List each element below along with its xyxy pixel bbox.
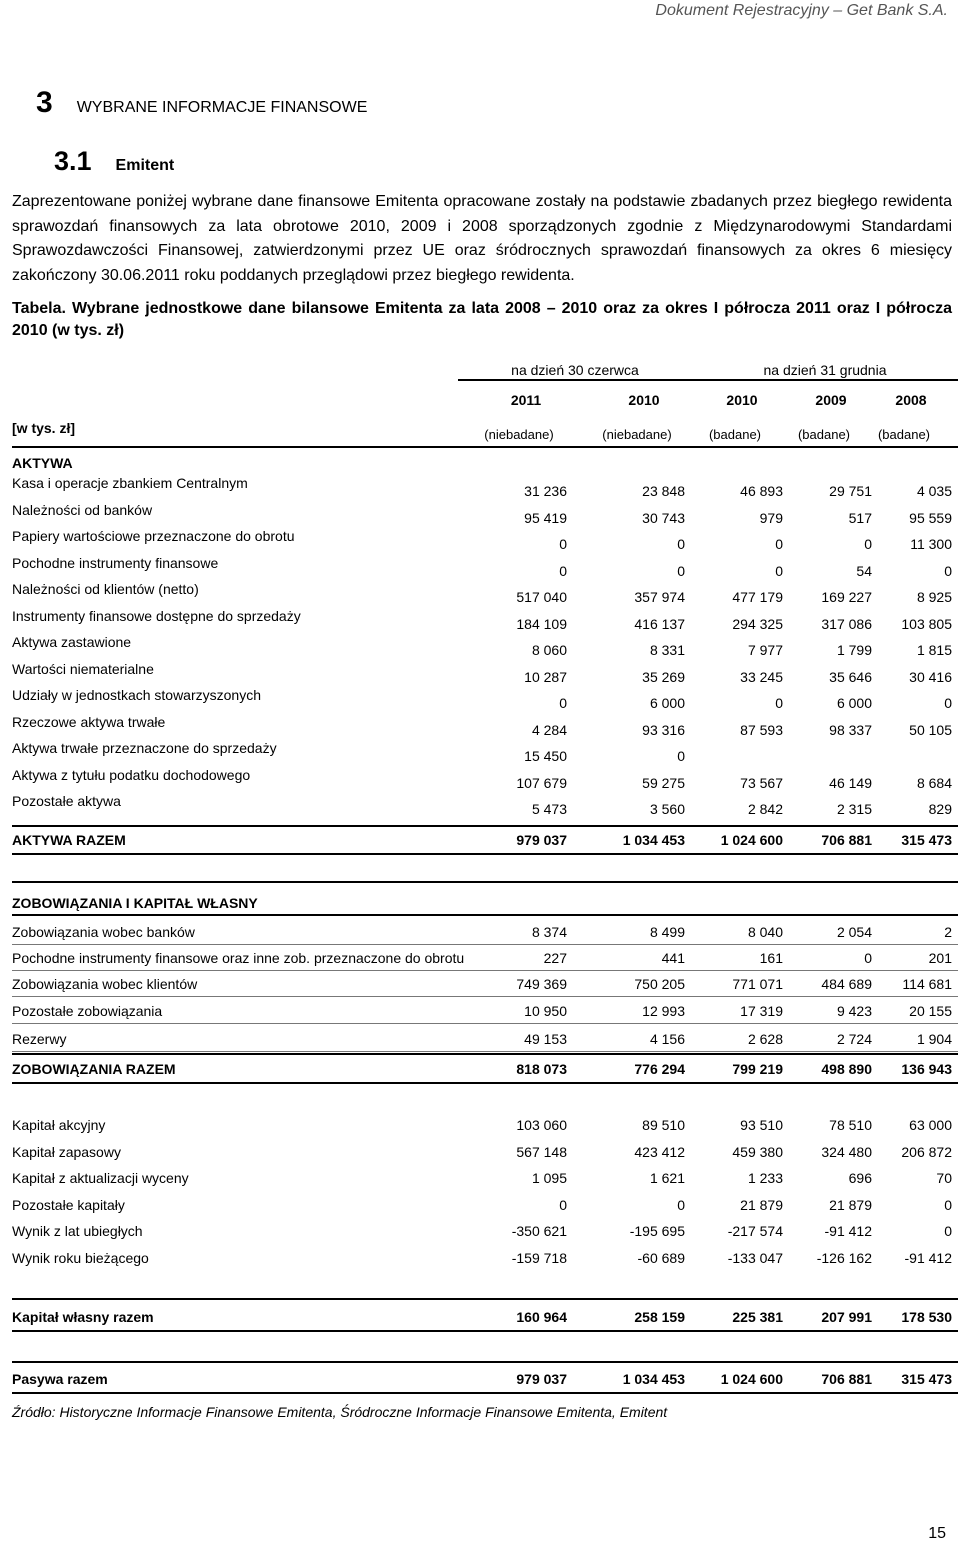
section-number: 3 [36, 86, 53, 119]
liability-value: 2 054 [836, 924, 872, 940]
caption-text: Wybrane jednostkowe dane bilansowe Emitenta za lata 2008 – 2010 oraz za okres I półrocza 2011 oraz I półrocza 2010 (w tys. zł) [12, 300, 952, 339]
equity-value: 103 060 [516, 1117, 567, 1133]
asset-value: 30 743 [642, 509, 685, 526]
assets-total-value: 706 881 [821, 832, 872, 848]
subsection-title: Emitent [115, 157, 175, 174]
asset-value: 0 [559, 536, 567, 552]
audit-status: (niebadane) [484, 427, 554, 442]
liability-value: 20 155 [909, 1003, 952, 1019]
asset-value: 11 300 [910, 536, 952, 552]
asset-value: 416 137 [634, 615, 685, 632]
equity-value: -91 412 [904, 1250, 952, 1266]
table-rule [12, 1392, 958, 1394]
source-note: Źródło: Historyczne Informacje Finansowe Emitenta, Śródroczne Informacje Finansowe Emitenta, Emitent [12, 1404, 668, 1420]
asset-value: 979 [759, 509, 783, 526]
asset-value: 829 [928, 801, 952, 817]
asset-value: 294 325 [732, 615, 783, 632]
equity-total-label: Kapitał własny razem [12, 1309, 154, 1325]
table-caption [12, 298, 952, 342]
asset-value: 0 [559, 695, 567, 711]
equity-value: 21 879 [740, 1197, 783, 1213]
liability-value: 2 [944, 924, 952, 940]
liability-label: Pochodne instrumenty finansowe oraz inne zob. przeznaczone do obrotu [12, 950, 465, 966]
table-rule [12, 881, 958, 883]
assets-total-value: 1 034 453 [622, 832, 685, 848]
equity-value: 21 879 [829, 1197, 872, 1213]
equity-value: 567 148 [516, 1144, 567, 1160]
liability-value: 2 724 [836, 1031, 872, 1047]
equity-label: Wynik z lat ubiegłych [12, 1223, 143, 1239]
asset-value: 0 [677, 536, 685, 552]
asset-label: Rzeczowe aktywa trwałe [12, 713, 166, 730]
grand-total-label: Pasywa razem [12, 1371, 108, 1387]
equity-label: Pozostałe kapitały [12, 1197, 125, 1213]
asset-label: Kasa i operacje zbankiem Centralnym [12, 475, 248, 491]
grand-total-value: 979 037 [516, 1371, 567, 1387]
equity-total-value: 160 964 [516, 1309, 567, 1325]
liability-value: 0 [864, 950, 872, 966]
intro-paragraph: Zaprezentowane poniżej wybrane dane finansowe Emitenta opracowane zostały na podstawie zbadanych przez biegłego rewidenta sprawozdań finansowych za lata obrotowe 2010, 2009 i 2008 sporządzonych zgodnie z Międzynarodowymi Standardami Sprawozdawczości Finansowej, zatwierdzonymi przez UE oraz śródrocznych sprawozdań finansowych za okres 6 miesięcy zakończony 30.06.2011 roku poddanych przeglądowi przez biegłego rewidenta. [12, 193, 952, 284]
table-rule [12, 1330, 958, 1332]
asset-value: 33 245 [740, 668, 783, 685]
grand-total-value: 1 034 453 [622, 1371, 685, 1387]
table-rule [12, 446, 958, 448]
equity-value: -350 621 [511, 1223, 567, 1239]
equity-value: 89 510 [642, 1117, 685, 1133]
equity-value: 459 380 [732, 1144, 783, 1160]
equity-value: 0 [677, 1197, 685, 1213]
year-header: 2010 [726, 392, 758, 408]
table-rule [12, 1298, 958, 1300]
asset-label: Aktywa trwałe przeznaczone do sprzedaży [12, 740, 277, 756]
asset-label: Aktywa zastawione [12, 634, 132, 650]
liability-value: 201 [928, 950, 952, 966]
asset-value: 0 [775, 536, 783, 552]
liability-value: 161 [759, 950, 783, 966]
asset-value: 98 337 [829, 721, 872, 738]
asset-value: 107 679 [516, 774, 567, 791]
document-header: Dokument Rejestracyjny – Get Bank S.A. [655, 2, 948, 19]
asset-value: 357 974 [634, 589, 685, 605]
grand-total-value: 706 881 [821, 1371, 872, 1387]
equity-label: Wynik roku bieżącego [12, 1250, 149, 1266]
liability-label: Zobowiązania wobec banków [12, 924, 195, 940]
section-heading [36, 86, 367, 120]
table-rule [12, 914, 958, 916]
liability-value: 8 499 [649, 924, 685, 940]
asset-value: 4 284 [531, 721, 567, 738]
asset-value: 46 893 [740, 483, 783, 499]
column-group-june: na dzień 30 czerwca [511, 362, 639, 378]
table-rule [12, 970, 958, 971]
equity-total-value: 207 991 [821, 1309, 872, 1325]
equity-value: 423 412 [634, 1144, 685, 1160]
asset-value: 0 [864, 536, 872, 552]
liability-value: 771 071 [732, 976, 783, 992]
liabilities-total-value: 799 219 [732, 1061, 783, 1077]
asset-label: Udziały w jednostkach stowarzyszonych [12, 687, 261, 703]
assets-heading: AKTYWA [12, 455, 73, 471]
asset-label: Pochodne instrumenty finansowe [12, 554, 219, 571]
unit-label: [w tys. zł] [12, 420, 76, 436]
liabilities-total-value: 498 890 [821, 1061, 872, 1077]
assets-total-label: AKTYWA RAZEM [12, 832, 126, 848]
liability-value: 9 423 [836, 1003, 872, 1019]
liability-value: 227 [543, 950, 567, 966]
equity-value: 0 [559, 1197, 567, 1213]
asset-value: 517 040 [516, 589, 567, 605]
table-rule [12, 944, 958, 945]
asset-value: 8 060 [531, 642, 567, 658]
equity-value: 0 [944, 1197, 952, 1213]
subsection-number: 3.1 [54, 146, 92, 176]
equity-value: 206 872 [901, 1144, 952, 1160]
equity-total-value: 258 159 [634, 1309, 685, 1325]
asset-value: 0 [559, 562, 567, 579]
year-header: 2011 [510, 392, 542, 408]
equity-value: -159 718 [511, 1250, 567, 1266]
equity-total-value: 178 530 [901, 1309, 952, 1325]
caption-prefix: Tabela. [12, 300, 66, 317]
liabilities-total-value: 776 294 [634, 1061, 685, 1077]
asset-value: 95 559 [909, 509, 952, 526]
asset-value: 0 [775, 695, 783, 711]
asset-value: 4 035 [916, 483, 952, 499]
equity-label: Kapitał akcyjny [12, 1117, 106, 1133]
column-group-december: na dzień 31 grudnia [763, 362, 887, 378]
liability-value: 441 [661, 950, 685, 966]
liabilities-total-value: 136 943 [901, 1061, 952, 1077]
asset-value: 35 646 [829, 668, 872, 685]
asset-value: 8 684 [916, 774, 952, 791]
asset-value: 2 842 [747, 801, 783, 817]
liability-value: 10 950 [524, 1003, 567, 1019]
liability-value: 8 374 [531, 924, 567, 940]
asset-value: 0 [944, 695, 952, 711]
audit-status: (badane) [708, 427, 762, 442]
audit-status: (badane) [877, 427, 931, 442]
assets-total-value: 315 473 [901, 832, 952, 848]
equity-value: 93 510 [740, 1117, 783, 1133]
equity-value: 1 233 [747, 1170, 783, 1186]
liability-value: 17 319 [740, 1003, 783, 1019]
subsection-heading [54, 146, 174, 177]
equity-value: -91 412 [824, 1223, 872, 1239]
year-header: 2010 [628, 392, 660, 408]
assets-total-value: 979 037 [516, 832, 567, 848]
section-title: WYBRANE INFORMACJE FINANSOWE [76, 99, 368, 116]
asset-value: 95 419 [524, 509, 567, 526]
asset-label: Należności od klientów (netto) [12, 581, 199, 597]
asset-value: 2 315 [836, 801, 872, 817]
equity-total-value: 225 381 [732, 1309, 783, 1325]
equity-value: 324 480 [821, 1144, 872, 1160]
equity-label: Kapitał zapasowy [12, 1144, 121, 1160]
equity-value: -217 574 [727, 1223, 783, 1239]
asset-value: 1 799 [836, 642, 872, 658]
asset-value: 317 086 [821, 615, 872, 632]
asset-label: Instrumenty finansowe dostępne do sprzedaży [12, 607, 301, 624]
liability-value: 114 681 [902, 976, 952, 992]
equity-value: 1 621 [649, 1170, 685, 1186]
table-rule [458, 379, 958, 381]
liability-value: 8 040 [747, 924, 783, 940]
liability-label: Zobowiązania wobec klientów [12, 976, 198, 992]
asset-value: 3 560 [649, 801, 685, 817]
table-rule [12, 853, 958, 855]
liabilities-total-label: ZOBOWIĄZANIA RAZEM [12, 1061, 176, 1077]
page-number: 15 [928, 1525, 946, 1542]
asset-value: 46 149 [829, 774, 872, 791]
asset-value: 87 593 [740, 721, 783, 738]
asset-value: 54 [856, 562, 872, 579]
asset-value: 93 316 [642, 721, 685, 738]
asset-value: 31 236 [524, 483, 567, 499]
equity-value: -126 162 [816, 1250, 872, 1266]
asset-value: 0 [944, 562, 952, 579]
asset-value: 59 275 [642, 774, 685, 791]
asset-value: 50 105 [909, 721, 952, 738]
liability-value: 484 689 [821, 976, 872, 992]
table-rule [12, 996, 958, 997]
asset-value: 6 000 [836, 695, 872, 711]
liability-value: 750 205 [634, 976, 685, 992]
asset-value: 23 848 [642, 483, 685, 499]
asset-value: 8 331 [649, 642, 685, 658]
asset-value: 169 227 [821, 589, 872, 605]
asset-value: 15 450 [524, 748, 567, 764]
liability-label: Rezerwy [12, 1031, 67, 1047]
equity-value: 63 000 [909, 1117, 952, 1133]
table-rule [12, 1053, 958, 1055]
audit-status: (niebadane) [602, 427, 672, 442]
table-rule [12, 825, 958, 827]
grand-total-value: 315 473 [901, 1371, 952, 1387]
asset-value: 29 751 [829, 483, 872, 499]
equity-label: Kapitał z aktualizacji wyceny [12, 1170, 189, 1186]
liability-value: 4 156 [649, 1031, 685, 1047]
liability-value: 49 153 [524, 1031, 567, 1047]
liability-value: 2 628 [747, 1031, 783, 1047]
equity-value: 78 510 [829, 1117, 872, 1133]
asset-value: 477 179 [732, 589, 783, 605]
asset-label: Wartości niematerialne [12, 660, 154, 677]
asset-value: 5 473 [531, 801, 567, 817]
asset-value: 73 567 [740, 774, 783, 791]
equity-value: 70 [936, 1170, 952, 1186]
equity-value: -133 047 [727, 1250, 783, 1266]
table-rule [12, 1051, 958, 1052]
asset-value: 184 109 [516, 615, 567, 632]
asset-value: 30 416 [909, 668, 952, 685]
asset-value: 103 805 [901, 615, 952, 632]
table-rule [12, 1361, 958, 1363]
equity-value: -60 689 [637, 1250, 685, 1266]
assets-total-value: 1 024 600 [720, 832, 783, 848]
asset-value: 8 925 [916, 589, 952, 605]
audit-status: (badane) [797, 427, 851, 442]
liability-value: 12 993 [642, 1003, 685, 1019]
grand-total-value: 1 024 600 [720, 1371, 783, 1387]
equity-value: 0 [944, 1223, 952, 1239]
year-header: 2008 [895, 392, 927, 408]
asset-value: 517 [848, 509, 872, 526]
asset-value: 0 [677, 748, 685, 764]
asset-label: Pozostałe aktywa [12, 793, 121, 809]
asset-value: 6 000 [649, 695, 685, 711]
asset-label: Papiery wartościowe przeznaczone do obrotu [12, 528, 295, 544]
asset-value: 35 269 [642, 668, 685, 685]
asset-label: Należności od banków [12, 501, 153, 518]
table-rule [12, 1023, 958, 1024]
equity-value: -195 695 [629, 1223, 685, 1239]
liabilities-total-value: 818 073 [516, 1061, 567, 1077]
liabilities-heading: ZOBOWIĄZANIA I KAPITAŁ WŁASNY [12, 895, 258, 911]
asset-value: 0 [677, 562, 685, 579]
year-header: 2009 [815, 392, 847, 408]
asset-value: 1 815 [916, 642, 952, 658]
equity-value: 1 095 [531, 1170, 567, 1186]
equity-value: 696 [848, 1170, 872, 1186]
liability-label: Pozostałe zobowiązania [12, 1003, 163, 1019]
asset-value: 0 [775, 562, 783, 579]
asset-value: 7 977 [747, 642, 783, 658]
liability-value: 749 369 [516, 976, 567, 992]
liability-value: 1 904 [916, 1031, 952, 1047]
asset-label: Aktywa z tytułu podatku dochodowego [12, 766, 251, 783]
table-rule [12, 1082, 958, 1084]
asset-value: 10 287 [524, 668, 567, 685]
